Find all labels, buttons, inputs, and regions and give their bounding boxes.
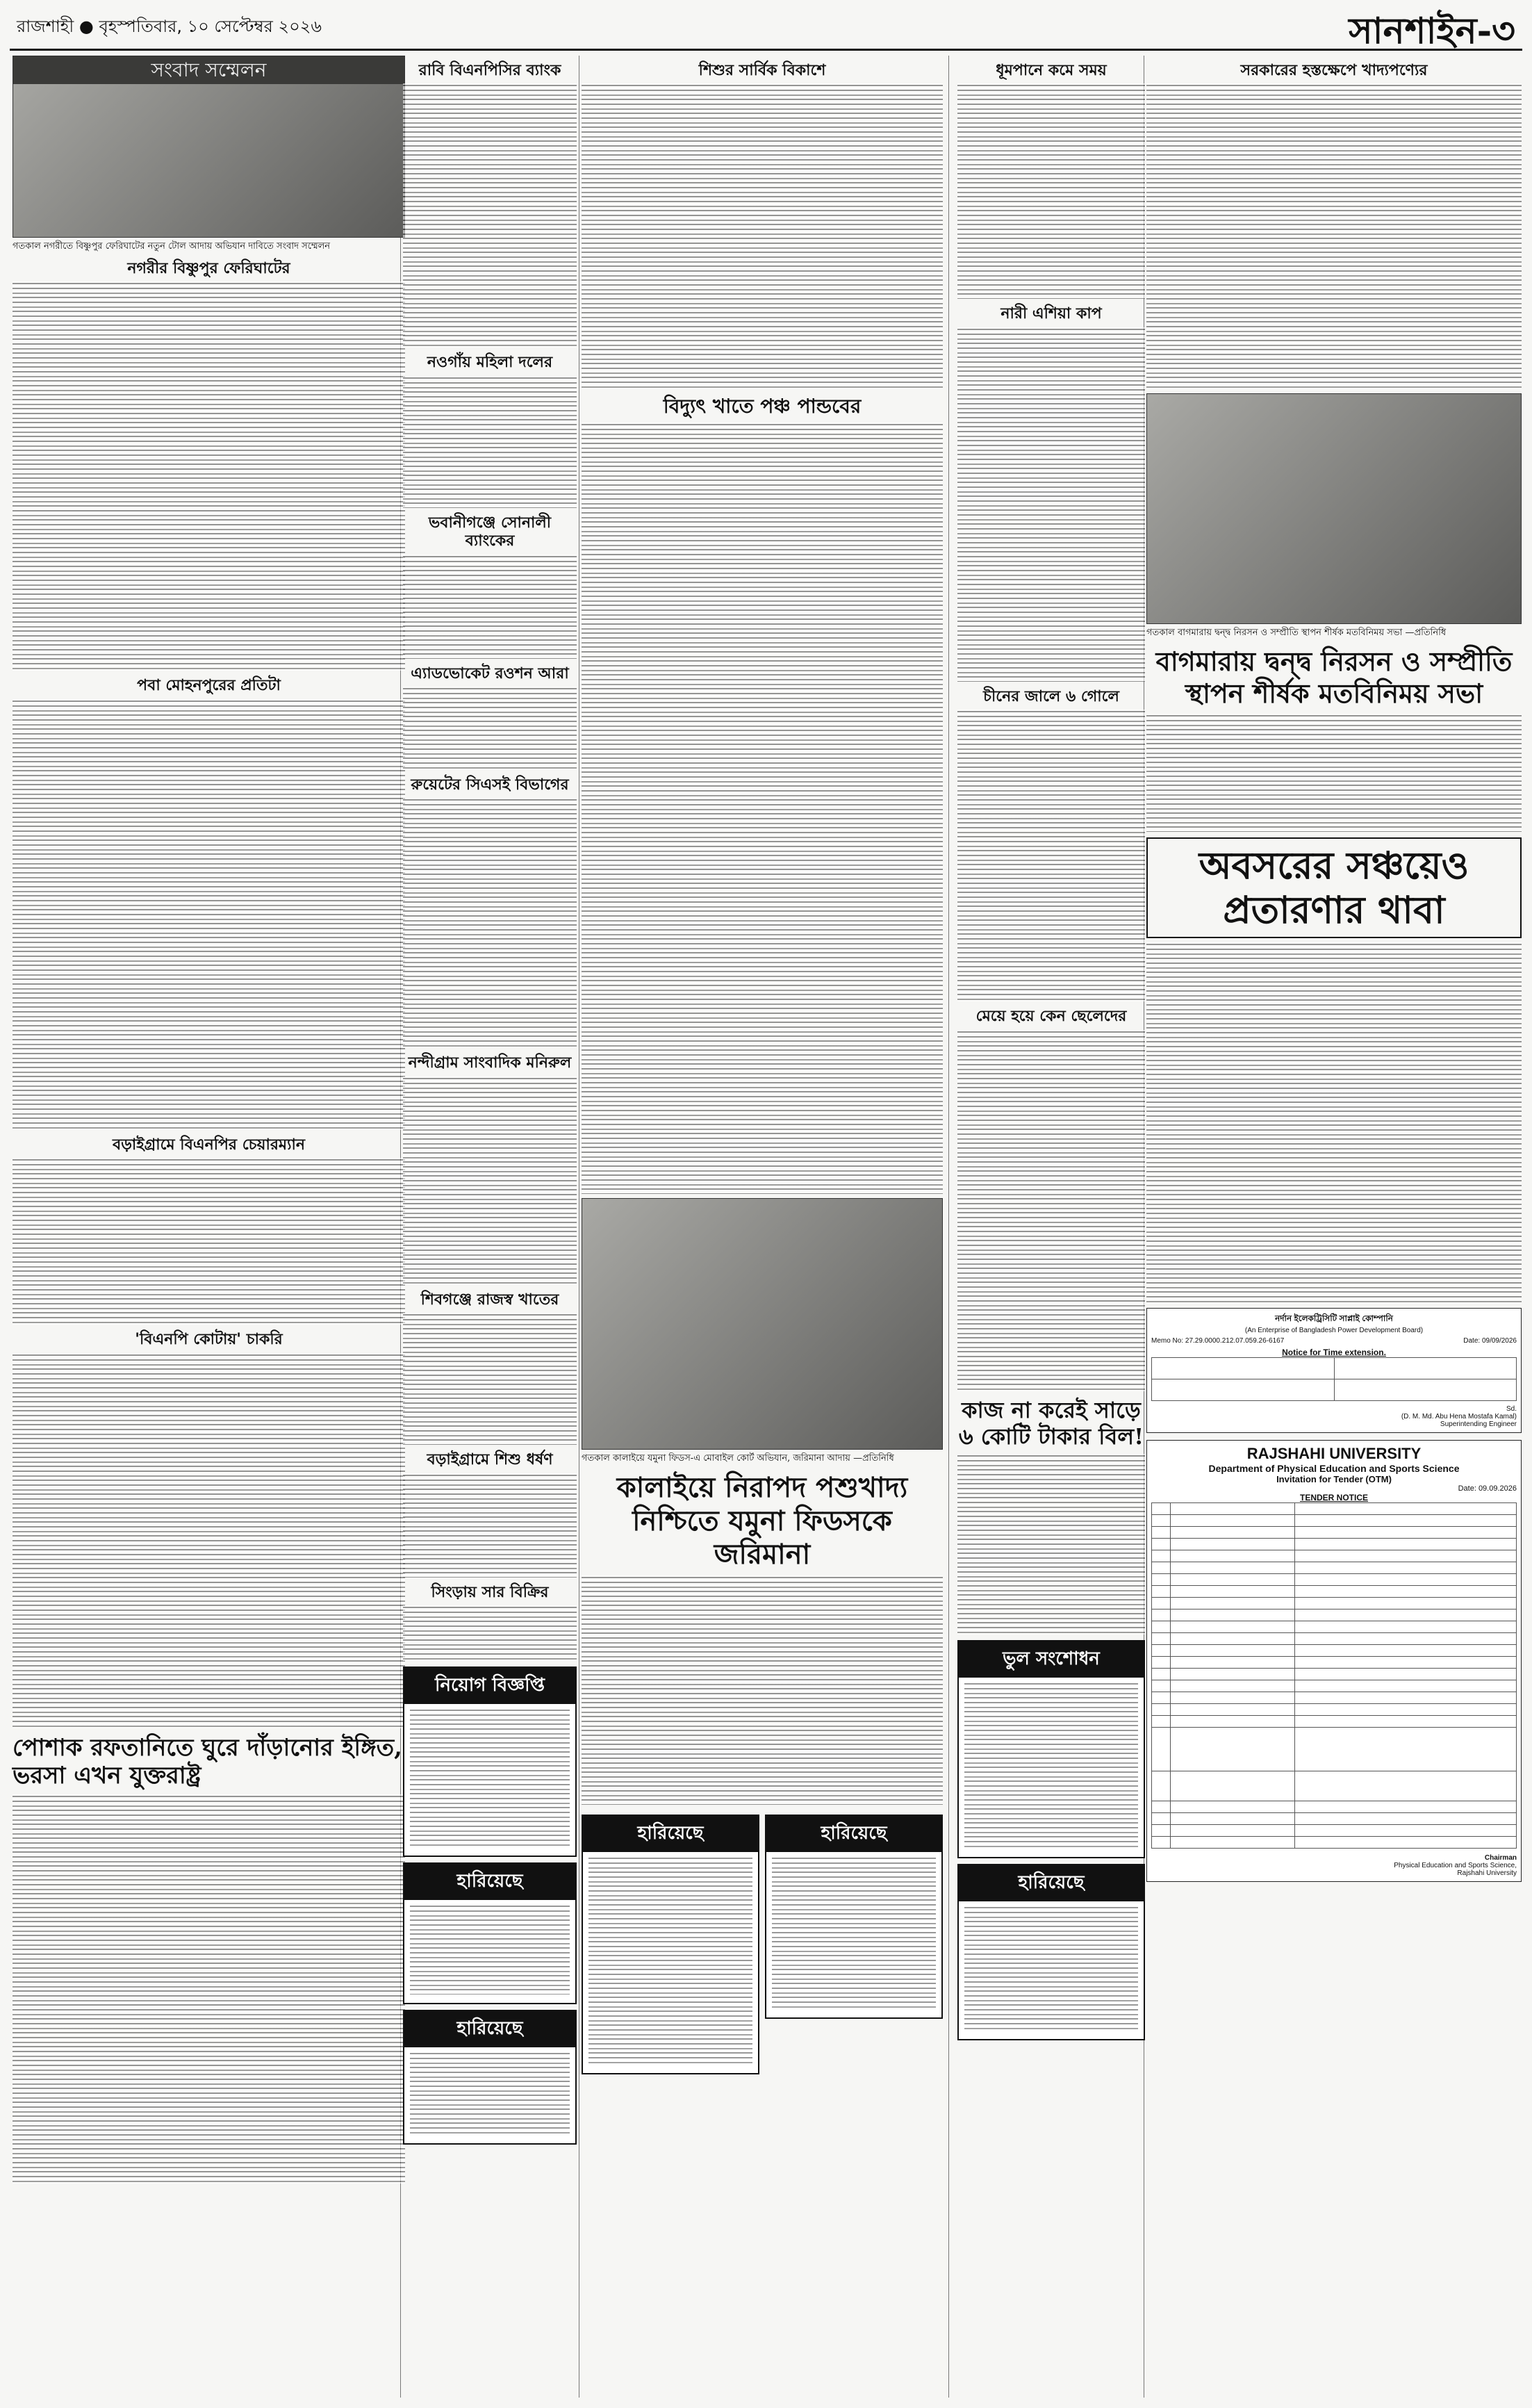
article-text bbox=[582, 423, 943, 1194]
photo-caption: গতকাল কালাইয়ে যমুনা ফিডস-এ মোবাইল কোর্ট অভিযান, জরিমানা আদায় —প্রতিনিধি bbox=[582, 1452, 894, 1464]
headline: নওগাঁয় মহিলা দলের bbox=[427, 353, 553, 372]
notice-text bbox=[410, 1708, 570, 1847]
article-text bbox=[1146, 83, 1522, 389]
article-text bbox=[13, 1794, 405, 2184]
notice-text bbox=[964, 1906, 1138, 2031]
raid-photo bbox=[582, 1198, 943, 1450]
lost-notice bbox=[957, 1864, 1145, 2040]
tender-org: নর্দান ইলেকট্রিসিটি সাপ্লাই কোম্পানি bbox=[1275, 1313, 1393, 1324]
press-conference-photo bbox=[13, 56, 405, 238]
column-5 bbox=[1146, 56, 1522, 1882]
lost-title: হারিয়েছে bbox=[404, 2011, 575, 2047]
article-text bbox=[403, 687, 577, 770]
headline: পবা মোহনপুরের প্রতিটা bbox=[137, 676, 281, 695]
article-text bbox=[957, 1454, 1145, 1635]
masthead-date: রাজশাহী ● বৃহস্পতিবার, ১০ সেপ্টেম্বর ২০২৬ bbox=[17, 17, 322, 36]
headline: সিংড়ায় সার বিক্রির bbox=[431, 1582, 549, 1601]
photo-banner: সংবাদ সম্মেলন bbox=[13, 56, 404, 84]
lost-notice bbox=[403, 1862, 577, 2004]
lost-notice bbox=[765, 1815, 943, 2019]
headline: নগরীর বিষ্ণুপুর ফেরিঘাটের bbox=[127, 259, 290, 277]
tender-table bbox=[1151, 1357, 1517, 1401]
tender-date: Date: 09.09.2026 bbox=[1458, 1484, 1517, 1493]
tender-notice-ru bbox=[1146, 1440, 1522, 1882]
column-1 bbox=[13, 56, 405, 2188]
tender-sub: (An Enterprise of Bangladesh Power Development Board) bbox=[1244, 1327, 1424, 1335]
lead-headline: অবসরের সঞ্চয়েও প্রতারণার থাবা bbox=[1146, 837, 1522, 939]
notice-title: নিয়োগ বিজ্ঞপ্তি bbox=[404, 1668, 575, 1704]
headline: চীনের জালে ৬ গোলে bbox=[983, 687, 1119, 705]
masthead-page: সানশাইন-৩ bbox=[1349, 10, 1515, 52]
article-text bbox=[13, 1158, 405, 1325]
tender-dept: Department of Physical Education and Sports Science bbox=[1208, 1463, 1460, 1475]
tender-notice-title: TENDER NOTICE bbox=[1299, 1493, 1368, 1503]
column-4 bbox=[957, 56, 1145, 2046]
headline: নারী এশিয়া কাপ bbox=[1000, 304, 1102, 323]
headline: ভবানীগঞ্জে সোনালী ব্যাংকের bbox=[428, 513, 552, 550]
lost-title: হারিয়েছে bbox=[583, 1816, 758, 1852]
lost-title: হারিয়েছে bbox=[766, 1816, 941, 1852]
tender-memo: Memo No: 27.29.0000.212.07.059.26-6167 bbox=[1151, 1337, 1285, 1345]
notice-text bbox=[410, 2051, 570, 2135]
headline: মেয়ে হয়ে কেন ছেলেদের bbox=[975, 1007, 1127, 1026]
notice-text bbox=[588, 1856, 752, 2065]
article-text bbox=[403, 83, 577, 347]
headline: নন্দীগ্রাম সাংবাদিক মনিরুল bbox=[408, 1054, 572, 1072]
article-text bbox=[1146, 714, 1522, 832]
column-rule bbox=[948, 56, 949, 2398]
photo-caption: গতকাল নগরীতে বিষ্ণুপুর ফেরিঘাটের নতুন টোল আদায় অভিযান দাবিতে সংবাদ সম্মেলন bbox=[13, 241, 331, 252]
photo-caption: গতকাল বাগমারায় দ্বন্দ্ব নিরসন ও সম্প্রীতি স্থাপন শীর্ষক মতবিনিময় সভা —প্রতিনিধি bbox=[1146, 628, 1447, 639]
headline: পোশাক রফতানিতে ঘুরে দাঁড়ানোর ইঙ্গিত, ভরসা এখন যুক্তরাষ্ট্র bbox=[13, 1733, 403, 1790]
headline: বড়াইগ্রামে বিএনপির চেয়ারম্যান bbox=[112, 1135, 306, 1154]
tender-sign-line: Rajshahi University bbox=[1457, 1869, 1517, 1878]
lead-headline: বাগমারায় দ্বন্দ্ব নিরসন ও সম্প্রীতি স্থাপন শীর্ষক মতবিনিময় সভা bbox=[1155, 646, 1513, 709]
recruitment-notice bbox=[403, 1666, 577, 1857]
article-text bbox=[403, 376, 577, 508]
lost-notice bbox=[582, 1815, 759, 2074]
lost-title: হারিয়েছে bbox=[959, 1865, 1144, 1901]
headline: বিদ্যুৎ খাতে পঞ্চ পান্ডবের bbox=[663, 395, 862, 418]
article-text bbox=[957, 710, 1145, 1001]
article-text bbox=[13, 281, 405, 671]
headline: রাবি বিএনপিসির ব্যাংক bbox=[418, 61, 561, 79]
tender-notice-nesco bbox=[1146, 1308, 1522, 1433]
headline: সরকারের হস্তক্ষেপে খাদ্যপণ্যের bbox=[1240, 61, 1428, 79]
tender-signer-title: Superintending Engineer bbox=[1440, 1420, 1517, 1429]
article-text bbox=[13, 1353, 405, 1728]
tender-sign: Sd. bbox=[1506, 1405, 1517, 1414]
headline: ধূমপানে কমে সময় bbox=[996, 61, 1107, 79]
article-text bbox=[403, 1605, 577, 1661]
meeting-photo bbox=[1146, 393, 1522, 624]
article-text bbox=[582, 83, 943, 389]
article-text bbox=[957, 327, 1145, 682]
article-text bbox=[403, 555, 577, 659]
tender-invitation: Invitation for Tender (OTM) bbox=[1276, 1474, 1392, 1485]
classified-row bbox=[582, 1809, 943, 2080]
headline: 'বিএনপি কোটায়' চাকরি bbox=[135, 1330, 283, 1349]
column-3 bbox=[582, 56, 943, 2080]
article-text bbox=[403, 1473, 577, 1578]
article-text bbox=[1146, 942, 1522, 1304]
tender-sign: Chairman bbox=[1484, 1854, 1517, 1862]
article-text bbox=[403, 798, 577, 1048]
article-text bbox=[13, 699, 405, 1130]
article-text bbox=[957, 1030, 1145, 1391]
article-text bbox=[403, 1076, 577, 1285]
headline: শিশুর সার্বিক বিকাশে bbox=[698, 61, 826, 79]
notice-text bbox=[772, 1856, 936, 2009]
tender-sign-line: Physical Education and Sports Science, bbox=[1394, 1862, 1517, 1870]
notice-text bbox=[964, 1682, 1138, 1849]
article-text bbox=[582, 1575, 943, 1805]
lost-notice bbox=[403, 2010, 577, 2145]
headline: বড়াইগ্রামে শিশু ধর্ষণ bbox=[427, 1450, 553, 1469]
lead-headline: কালাইয়ে নিরাপদ পশুখাদ্য নিশ্চিতে যমুনা ফিডসকে জরিমানা bbox=[616, 1471, 908, 1571]
headline: এ্যাডভোকেট রওশন আরা bbox=[411, 664, 569, 682]
tender-table bbox=[1151, 1502, 1517, 1849]
masthead bbox=[10, 0, 1522, 51]
article-text bbox=[403, 1313, 577, 1445]
correction-title: ভুল সংশোধন bbox=[959, 1641, 1144, 1678]
notice-text bbox=[410, 1904, 570, 1995]
headline: কাজ না করেই সাড়ে ৬ কোটি টাকার বিল! bbox=[958, 1396, 1144, 1450]
article-text bbox=[957, 83, 1145, 299]
tender-notice-title: Notice for Time extension. bbox=[1282, 1348, 1386, 1358]
correction-notice bbox=[957, 1640, 1145, 1858]
headline: শিবগঞ্জে রাজস্ব খাতের bbox=[420, 1290, 559, 1309]
tender-signer: (D. M. Md. Abu Hena Mostafa Kamal) bbox=[1401, 1413, 1517, 1421]
tender-date: Date: 09/09/2026 bbox=[1463, 1337, 1517, 1345]
tender-univ: RAJSHAHI UNIVERSITY bbox=[1246, 1445, 1422, 1463]
headline: রুয়েটের সিএসই বিভাগের bbox=[411, 775, 569, 794]
lost-title: হারিয়েছে bbox=[404, 1864, 575, 1900]
column-2 bbox=[403, 56, 577, 2150]
